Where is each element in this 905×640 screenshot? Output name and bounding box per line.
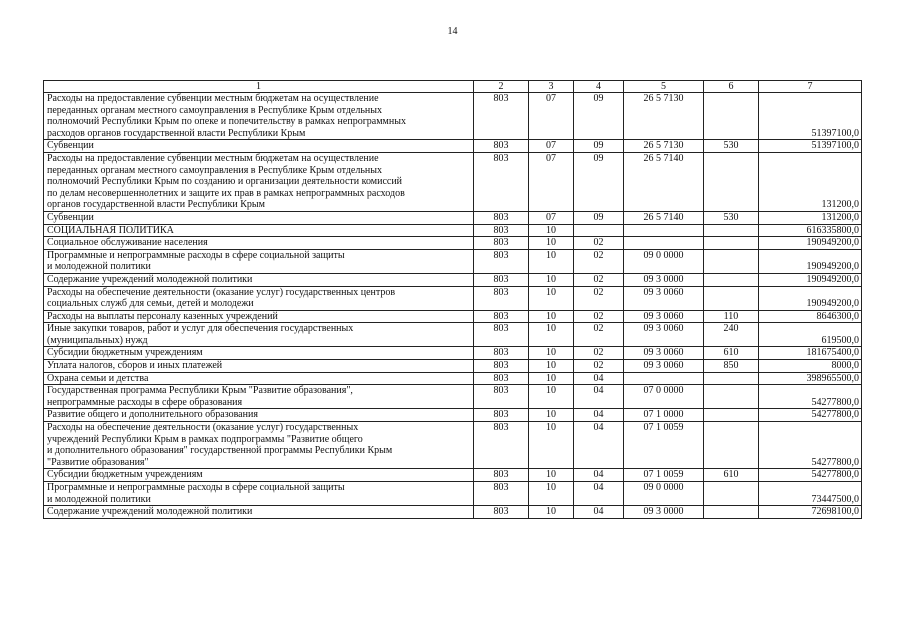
row-target-article: 09 3 0000 [624,273,704,286]
row-amount: 8000,0 [759,360,862,373]
row-target-article [624,237,704,250]
row-subsection-code: 04 [574,506,624,519]
table-row [44,249,862,273]
row-ved-code: 803 [474,372,529,385]
row-description: Расходы на обеспечение деятельности (оказание услуг) государственных учреждений Республики Крым в рамках подпрограммы "Развитие общего и дополнительного образования" государственной программы Республики Крым "Развитие образования" [44,422,474,469]
row-description: Субвенции [44,211,474,224]
row-amount: 131200,0 [759,211,862,224]
table-row [44,273,862,286]
row-subsection-code: 02 [574,323,624,347]
row-expense-type [704,224,759,237]
row-subsection-code: 09 [574,211,624,224]
row-target-article: 07 1 0059 [624,422,704,469]
row-target-article: 09 0 0000 [624,482,704,506]
row-ved-code: 803 [474,482,529,506]
row-target-article: 09 3 0060 [624,286,704,310]
row-subsection-code: 09 [574,152,624,211]
table-row [44,422,862,469]
row-description: Уплата налогов, сборов и иных платежей [44,360,474,373]
row-section-code: 10 [529,372,574,385]
table-row [44,286,862,310]
row-section-code: 10 [529,360,574,373]
table-row [44,409,862,422]
row-section-code: 10 [529,482,574,506]
row-amount: 190949200,0 [759,237,862,250]
row-expense-type: 610 [704,347,759,360]
row-description: Расходы на обеспечение деятельности (оказание услуг) государственных центров социальных служб для семьи, детей и молодежи [44,286,474,310]
row-amount: 54277800,0 [759,409,862,422]
row-amount: 616335800,0 [759,224,862,237]
row-description: Содержание учреждений молодежной политики [44,506,474,519]
row-ved-code: 803 [474,211,529,224]
row-expense-type [704,422,759,469]
column-header-1: 1 [44,81,474,93]
row-target-article: 07 1 0059 [624,469,704,482]
column-header-2: 2 [474,81,529,93]
row-section-code: 07 [529,211,574,224]
row-expense-type [704,93,759,140]
row-ved-code: 803 [474,422,529,469]
row-expense-type: 110 [704,310,759,323]
row-subsection-code: 09 [574,93,624,140]
budget-table [43,80,862,519]
row-target-article: 26 5 7140 [624,152,704,211]
row-ved-code: 803 [474,310,529,323]
row-ved-code: 803 [474,237,529,250]
row-amount: 131200,0 [759,152,862,211]
row-expense-type: 610 [704,469,759,482]
row-expense-type: 530 [704,211,759,224]
row-section-code: 10 [529,237,574,250]
row-ved-code: 803 [474,224,529,237]
table-header-row [44,81,862,93]
row-description: Субсидии бюджетным учреждениям [44,347,474,360]
row-section-code: 10 [529,273,574,286]
row-description: Программные и непрограммные расходы в сфере социальной защиты и молодежной политики [44,249,474,273]
row-target-article: 09 3 0060 [624,323,704,347]
row-subsection-code: 02 [574,347,624,360]
column-header-3: 3 [529,81,574,93]
table-row [44,360,862,373]
row-subsection-code: 04 [574,469,624,482]
row-amount: 8646300,0 [759,310,862,323]
row-section-code: 10 [529,310,574,323]
table-body [44,93,862,519]
table-row [44,506,862,519]
row-subsection-code [574,224,624,237]
row-section-code: 10 [529,469,574,482]
row-section-code: 10 [529,224,574,237]
row-expense-type [704,506,759,519]
row-section-code: 10 [529,422,574,469]
column-header-7: 7 [759,81,862,93]
row-description: Расходы на выплаты персоналу казенных учреждений [44,310,474,323]
row-ved-code: 803 [474,323,529,347]
row-amount: 181675400,0 [759,347,862,360]
column-header-5: 5 [624,81,704,93]
row-ved-code: 803 [474,506,529,519]
table-row [44,224,862,237]
row-description: Развитие общего и дополнительного образования [44,409,474,422]
row-ved-code: 803 [474,93,529,140]
row-subsection-code: 02 [574,237,624,250]
row-target-article: 07 1 0000 [624,409,704,422]
row-subsection-code: 04 [574,372,624,385]
row-target-article: 09 3 0060 [624,310,704,323]
row-section-code: 07 [529,152,574,211]
row-subsection-code: 04 [574,409,624,422]
row-expense-type [704,152,759,211]
table-row [44,140,862,153]
column-header-4: 4 [574,81,624,93]
row-amount: 54277800,0 [759,385,862,409]
table-row [44,372,862,385]
row-target-article: 09 3 0060 [624,360,704,373]
row-section-code: 10 [529,409,574,422]
row-expense-type [704,237,759,250]
row-expense-type [704,249,759,273]
row-target-article: 09 3 0060 [624,347,704,360]
row-expense-type: 530 [704,140,759,153]
row-target-article: 09 0 0000 [624,249,704,273]
row-expense-type [704,372,759,385]
table-row [44,310,862,323]
row-description: Государственная программа Республики Крым "Развитие образования", непрограммные расходы в сфере образования [44,385,474,409]
row-amount: 398965500,0 [759,372,862,385]
row-section-code: 07 [529,140,574,153]
row-amount: 73447500,0 [759,482,862,506]
row-section-code: 07 [529,93,574,140]
row-expense-type [704,286,759,310]
row-expense-type [704,385,759,409]
row-subsection-code: 02 [574,360,624,373]
row-section-code: 10 [529,286,574,310]
table-row [44,385,862,409]
row-subsection-code: 04 [574,422,624,469]
table-row [44,93,862,140]
row-amount: 51397100,0 [759,93,862,140]
row-ved-code: 803 [474,273,529,286]
row-expense-type: 850 [704,360,759,373]
row-target-article: 09 3 0000 [624,506,704,519]
row-expense-type [704,273,759,286]
row-section-code: 10 [529,249,574,273]
row-description: Субвенции [44,140,474,153]
row-amount: 72698100,0 [759,506,862,519]
row-amount: 190949200,0 [759,273,862,286]
row-section-code: 10 [529,347,574,360]
row-expense-type: 240 [704,323,759,347]
row-description: Программные и непрограммные расходы в сфере социальной защиты и молодежной политики [44,482,474,506]
row-target-article [624,372,704,385]
row-amount: 51397100,0 [759,140,862,153]
row-amount: 190949200,0 [759,286,862,310]
row-description: Субсидии бюджетным учреждениям [44,469,474,482]
table-row [44,482,862,506]
row-amount: 619500,0 [759,323,862,347]
row-subsection-code: 09 [574,140,624,153]
table-row [44,152,862,211]
row-target-article: 07 0 0000 [624,385,704,409]
row-expense-type [704,482,759,506]
row-ved-code: 803 [474,152,529,211]
row-subsection-code: 04 [574,482,624,506]
row-subsection-code: 02 [574,273,624,286]
row-target-article: 26 5 7130 [624,93,704,140]
row-ved-code: 803 [474,347,529,360]
table-row [44,347,862,360]
row-subsection-code: 02 [574,310,624,323]
row-subsection-code: 04 [574,385,624,409]
row-section-code: 10 [529,506,574,519]
row-ved-code: 803 [474,140,529,153]
row-ved-code: 803 [474,360,529,373]
column-header-6: 6 [704,81,759,93]
row-amount: 54277800,0 [759,469,862,482]
row-description: СОЦИАЛЬНАЯ ПОЛИТИКА [44,224,474,237]
row-ved-code: 803 [474,286,529,310]
row-section-code: 10 [529,385,574,409]
row-amount: 54277800,0 [759,422,862,469]
page-number: 14 [447,26,458,37]
table-row [44,237,862,250]
row-subsection-code: 02 [574,286,624,310]
row-description: Расходы на предоставление субвенции местным бюджетам на осуществление переданных органам местного самоуправления в Республике Крым отдельных полномочий Республики Крым по опеке и попечительству в рамках непрограммных расходов органов государственной власти Республики Крым [44,93,474,140]
row-ved-code: 803 [474,469,529,482]
row-subsection-code: 02 [574,249,624,273]
row-description: Иные закупки товаров, работ и услуг для обеспечения государственных (муниципальных) нужд [44,323,474,347]
row-ved-code: 803 [474,409,529,422]
row-description: Содержание учреждений молодежной политики [44,273,474,286]
row-description: Социальное обслуживание населения [44,237,474,250]
row-expense-type [704,409,759,422]
row-target-article: 26 5 7130 [624,140,704,153]
table-row [44,469,862,482]
row-section-code: 10 [529,323,574,347]
row-amount: 190949200,0 [759,249,862,273]
row-target-article [624,224,704,237]
row-description: Охрана семьи и детства [44,372,474,385]
row-ved-code: 803 [474,249,529,273]
table-row [44,211,862,224]
table-row [44,323,862,347]
row-ved-code: 803 [474,385,529,409]
row-target-article: 26 5 7140 [624,211,704,224]
row-description: Расходы на предоставление субвенции местным бюджетам на осуществление переданных органам местного самоуправления в Республике Крым отдельных полномочий Республики Крым по созданию и организации деятельности комиссий по делам несовершеннолетних и защите их прав в рамках непрограммных расходов органов государственной власти Республики Крым [44,152,474,211]
